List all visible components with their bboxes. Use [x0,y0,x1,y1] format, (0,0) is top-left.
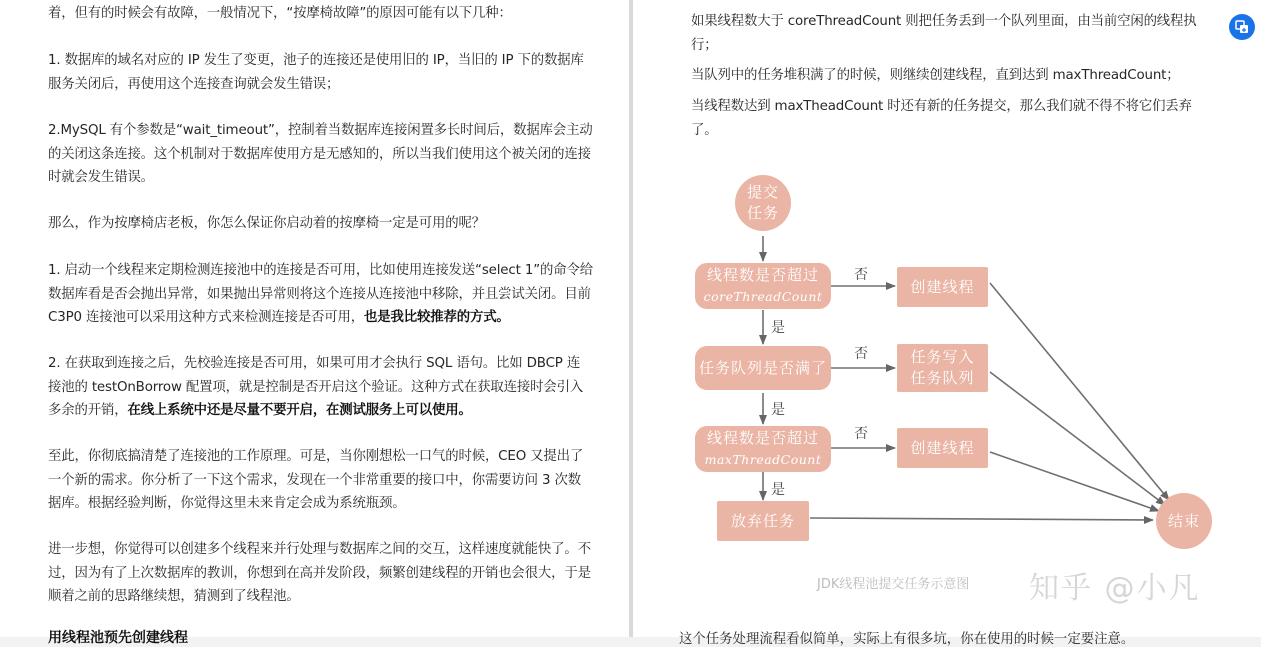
end-node: 结束 [1156,493,1212,549]
check-core-text [704,265,823,307]
paragraph-cause-1: 1. 数据库的域名对应的 IP 发生了变更，池子的连接还是使用旧的 IP，当旧的 IP 下的数据库服务关闭后，再使用这个连接查询就会发生错误； [48,53,584,92]
enqueue-node [897,344,988,392]
enqueue-label-1: 任务写入 [910,348,975,366]
paragraph-question: 那么，作为按摩椅店老板，你怎么保证你启动着的按摩椅一定是可用的呢？ [48,216,485,231]
no-label-3: 否 [854,426,868,442]
paragraph-cause-2: 2.MySQL 有个参数是“wait_timeout”，控制着当数据库连接闲置多长时间后，数据库会主动的关闭这条连接。这个机制对于数据库使用方是无感知的，所以当我们使用这个被关闭的连接时就会发生错误。 [48,123,593,185]
paragraph-intro: 着，但有的时候会有故障，一般情况下，“按摩椅故障”的原因可能有以下几种： [48,6,512,21]
start-node [735,175,791,231]
paragraph-solution-1 [48,259,593,330]
check-max-node [695,426,831,472]
yes-label-2: 是 [771,402,785,418]
check-core-label-2: coreThreadCount [703,289,823,304]
check-core-node [695,263,831,309]
create-thread-node-2: 创建线程 [897,428,988,468]
arrow-discard-to-end [810,518,1153,520]
paragraph-bottom: 这个任务处理流程看似简单，实际上有很多坑，你在使用的时候一定要注意。 [679,632,1135,647]
start-node-text [747,182,779,224]
solution-1-text: 1. 启动一个线程来定期检测连接池中的连接是否可用，比如使用连接发送“select 1”的命令给数据库看是否会抛出异常，如果抛出异常则将这个连接从连接池中移除，并且尝试关闭。目前 C3P0 连接池可以采用这种方式来检测连接是否可用， [48,263,593,325]
paragraph-rule-3: 当线程数达到 maxTheadCount 时还有新的任务提交，那么我们就不得不将它们丢弃了。 [691,99,1192,138]
start-label-2: 任务 [746,204,779,222]
check-queue-node: 任务队列是否满了 [695,346,831,390]
solution-1-bold: 也是我比较推荐的方式。 [364,310,510,325]
create-thread-node-1: 创建线程 [897,267,988,307]
start-label-1: 提交 [746,183,779,201]
check-max-text [705,428,822,470]
translate-float-button[interactable] [1229,14,1255,40]
no-label-2: 否 [854,346,868,362]
paragraph-rule-2: 当队列中的任务堆积满了的时候，则继续创建线程，直到达到 maxThreadCount； [691,68,1180,83]
arrow-enqueue-to-end [990,372,1165,505]
figure-caption: JDK线程池提交任务示意图 [817,577,970,592]
paragraph-rule-1: 如果线程数大于 coreThreadCount 则把任务丢到一个队列里面，由当前空闲的线程执行； [691,14,1197,53]
check-max-label-1: 线程数是否超过 [706,429,819,447]
enqueue-label-2: 任务队列 [910,369,975,387]
check-max-label-2: maxThreadCount [704,452,822,467]
no-label-1: 否 [854,267,868,283]
discard-node: 放弃任务 [717,501,809,541]
paragraph-new-requirement: 至此，你彻底搞清楚了连接池的工作原理。可是，当你刚想松一口气的时候，CEO 又提出了一个新的需求。你分析了一下这个需求，发现在一个非常重要的接口中，你需要访问 3 次数据库。根据经验判断，你觉得这里未来肯定会成为系统瓶颈。 [48,449,584,511]
section-heading: 用线程池预先创建线程 [48,630,188,646]
thread-pool-flowchart [633,0,1261,637]
zhihu-watermark: 知乎 @小凡 [1029,571,1201,606]
paragraph-solution-2 [48,352,593,423]
right-page [633,0,1261,647]
solution-2-text: 2. 在获取到连接之后，先校验连接是否可用，如果可用才会执行 SQL 语句。比如 DBCP 连接池的 testOnBorrow 配置项，就是控制是否开启这个验证。这种方式在获取连接时会引入多余的开销， [48,356,584,418]
left-page [0,0,629,646]
translate-icon [1234,19,1250,35]
solution-2-bold: 在线上系统中还是尽量不要开启，在测试服务上可以使用。 [127,403,472,418]
check-core-label-1: 线程数是否超过 [706,266,819,284]
enqueue-text [910,347,974,389]
yes-label-3: 是 [771,482,785,498]
paragraph-thread-pool: 进一步想，你觉得可以创建多个线程来并行处理与数据库之间的交互，这样速度就能快了。不过，因为有了上次数据库的教训，你想到在高并发阶段，频繁创建线程的开销也会很大，于是顺着之前的思路继续想，猜测到了线程池。 [48,542,591,604]
yes-label-1: 是 [771,320,785,336]
